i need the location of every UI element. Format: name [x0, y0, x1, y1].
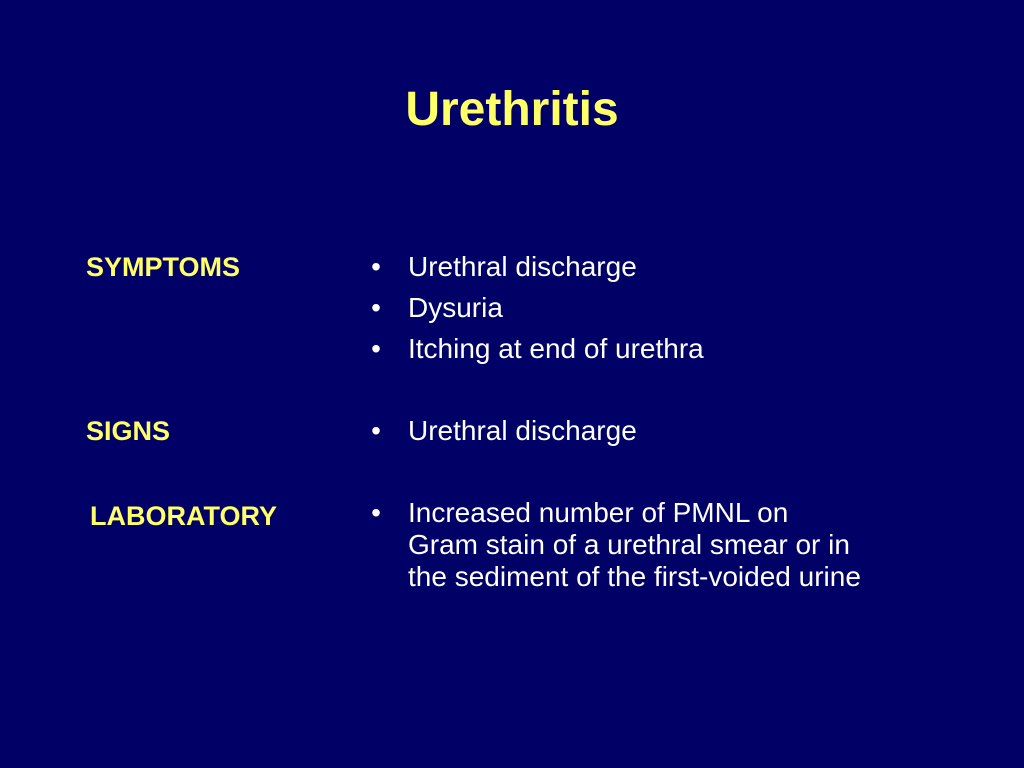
list-item-line: Increased number of PMNL on — [408, 497, 789, 528]
list-item-text: Urethral discharge — [408, 251, 637, 282]
list-item-text: Urethral discharge — [408, 415, 637, 446]
section-label-laboratory: LABORATORY — [90, 501, 277, 531]
signs-list — [366, 415, 637, 456]
bullet-icon: • — [371, 415, 381, 446]
bullet-icon: • — [371, 497, 381, 528]
bullet-icon: • — [371, 292, 381, 323]
section-label-symptoms: SYMPTOMS — [86, 252, 241, 282]
list-item-line: Gram stain of a urethral smear or in — [408, 529, 850, 560]
symptoms-list — [366, 251, 704, 374]
list-item — [366, 251, 704, 292]
bullet-icon: • — [371, 333, 381, 364]
laboratory-list — [366, 497, 968, 593]
list-item-line: the sediment of the first-voided urine — [408, 561, 861, 592]
list-item — [366, 333, 704, 374]
list-item — [366, 415, 637, 456]
section-label-signs: SIGNS — [86, 416, 171, 446]
list-item-text: Itching at end of urethra — [408, 333, 704, 364]
slide-title: Urethritis — [405, 83, 619, 136]
bullet-icon: • — [371, 251, 381, 282]
list-item-text: Dysuria — [408, 292, 503, 323]
list-item — [366, 292, 704, 333]
list-item — [366, 497, 968, 593]
